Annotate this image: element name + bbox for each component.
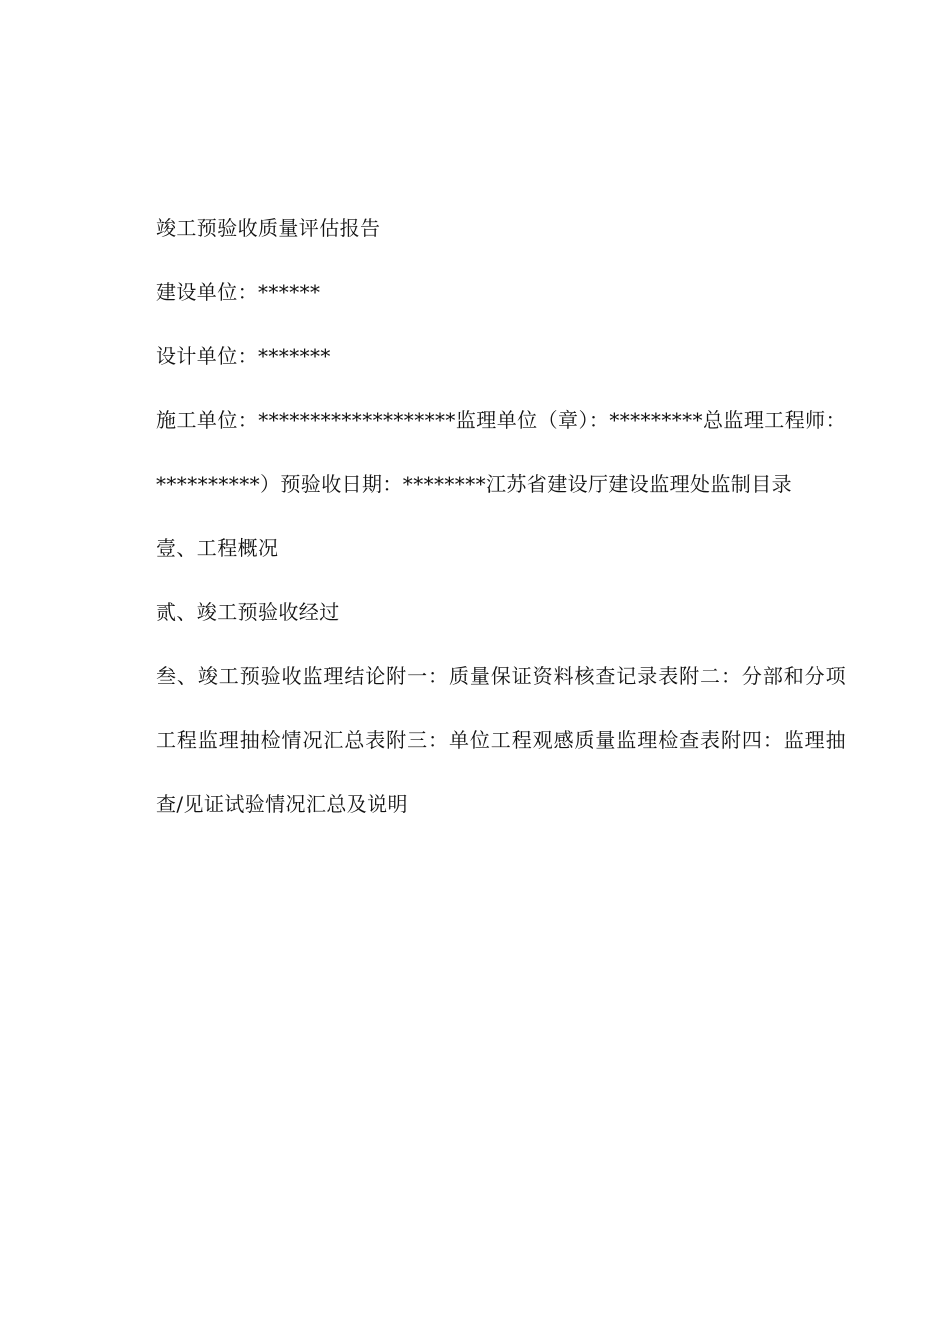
toc-item-conclusion-line-2: 工程监理抽检情况汇总表附三：单位工程观感质量监理检查表附四：监理抽: [156, 728, 846, 752]
design-unit-line: 设计单位：*******: [156, 344, 331, 368]
toc-item-conclusion-line-3: 查/见证试验情况汇总及说明: [156, 792, 408, 816]
toc-item-overview: 壹、工程概况: [156, 536, 279, 560]
document-body: [156, 212, 846, 852]
toc-item-process: 贰、竣工预验收经过: [156, 600, 340, 624]
report-title: 竣工预验收质量评估报告: [156, 216, 381, 240]
acceptance-date-line: **********）预验收日期：********江苏省建设厅建设监理处监制目录: [156, 472, 792, 496]
toc-item-conclusion-line-1: 叁、竣工预验收监理结论附一：质量保证资料核查记录表附二：分部和分项: [156, 664, 846, 688]
contractor-supervisor-line: 施工单位：*******************监理单位（章）：*********总监理工程师：: [156, 408, 846, 432]
construction-unit-line: 建设单位：******: [156, 280, 321, 304]
